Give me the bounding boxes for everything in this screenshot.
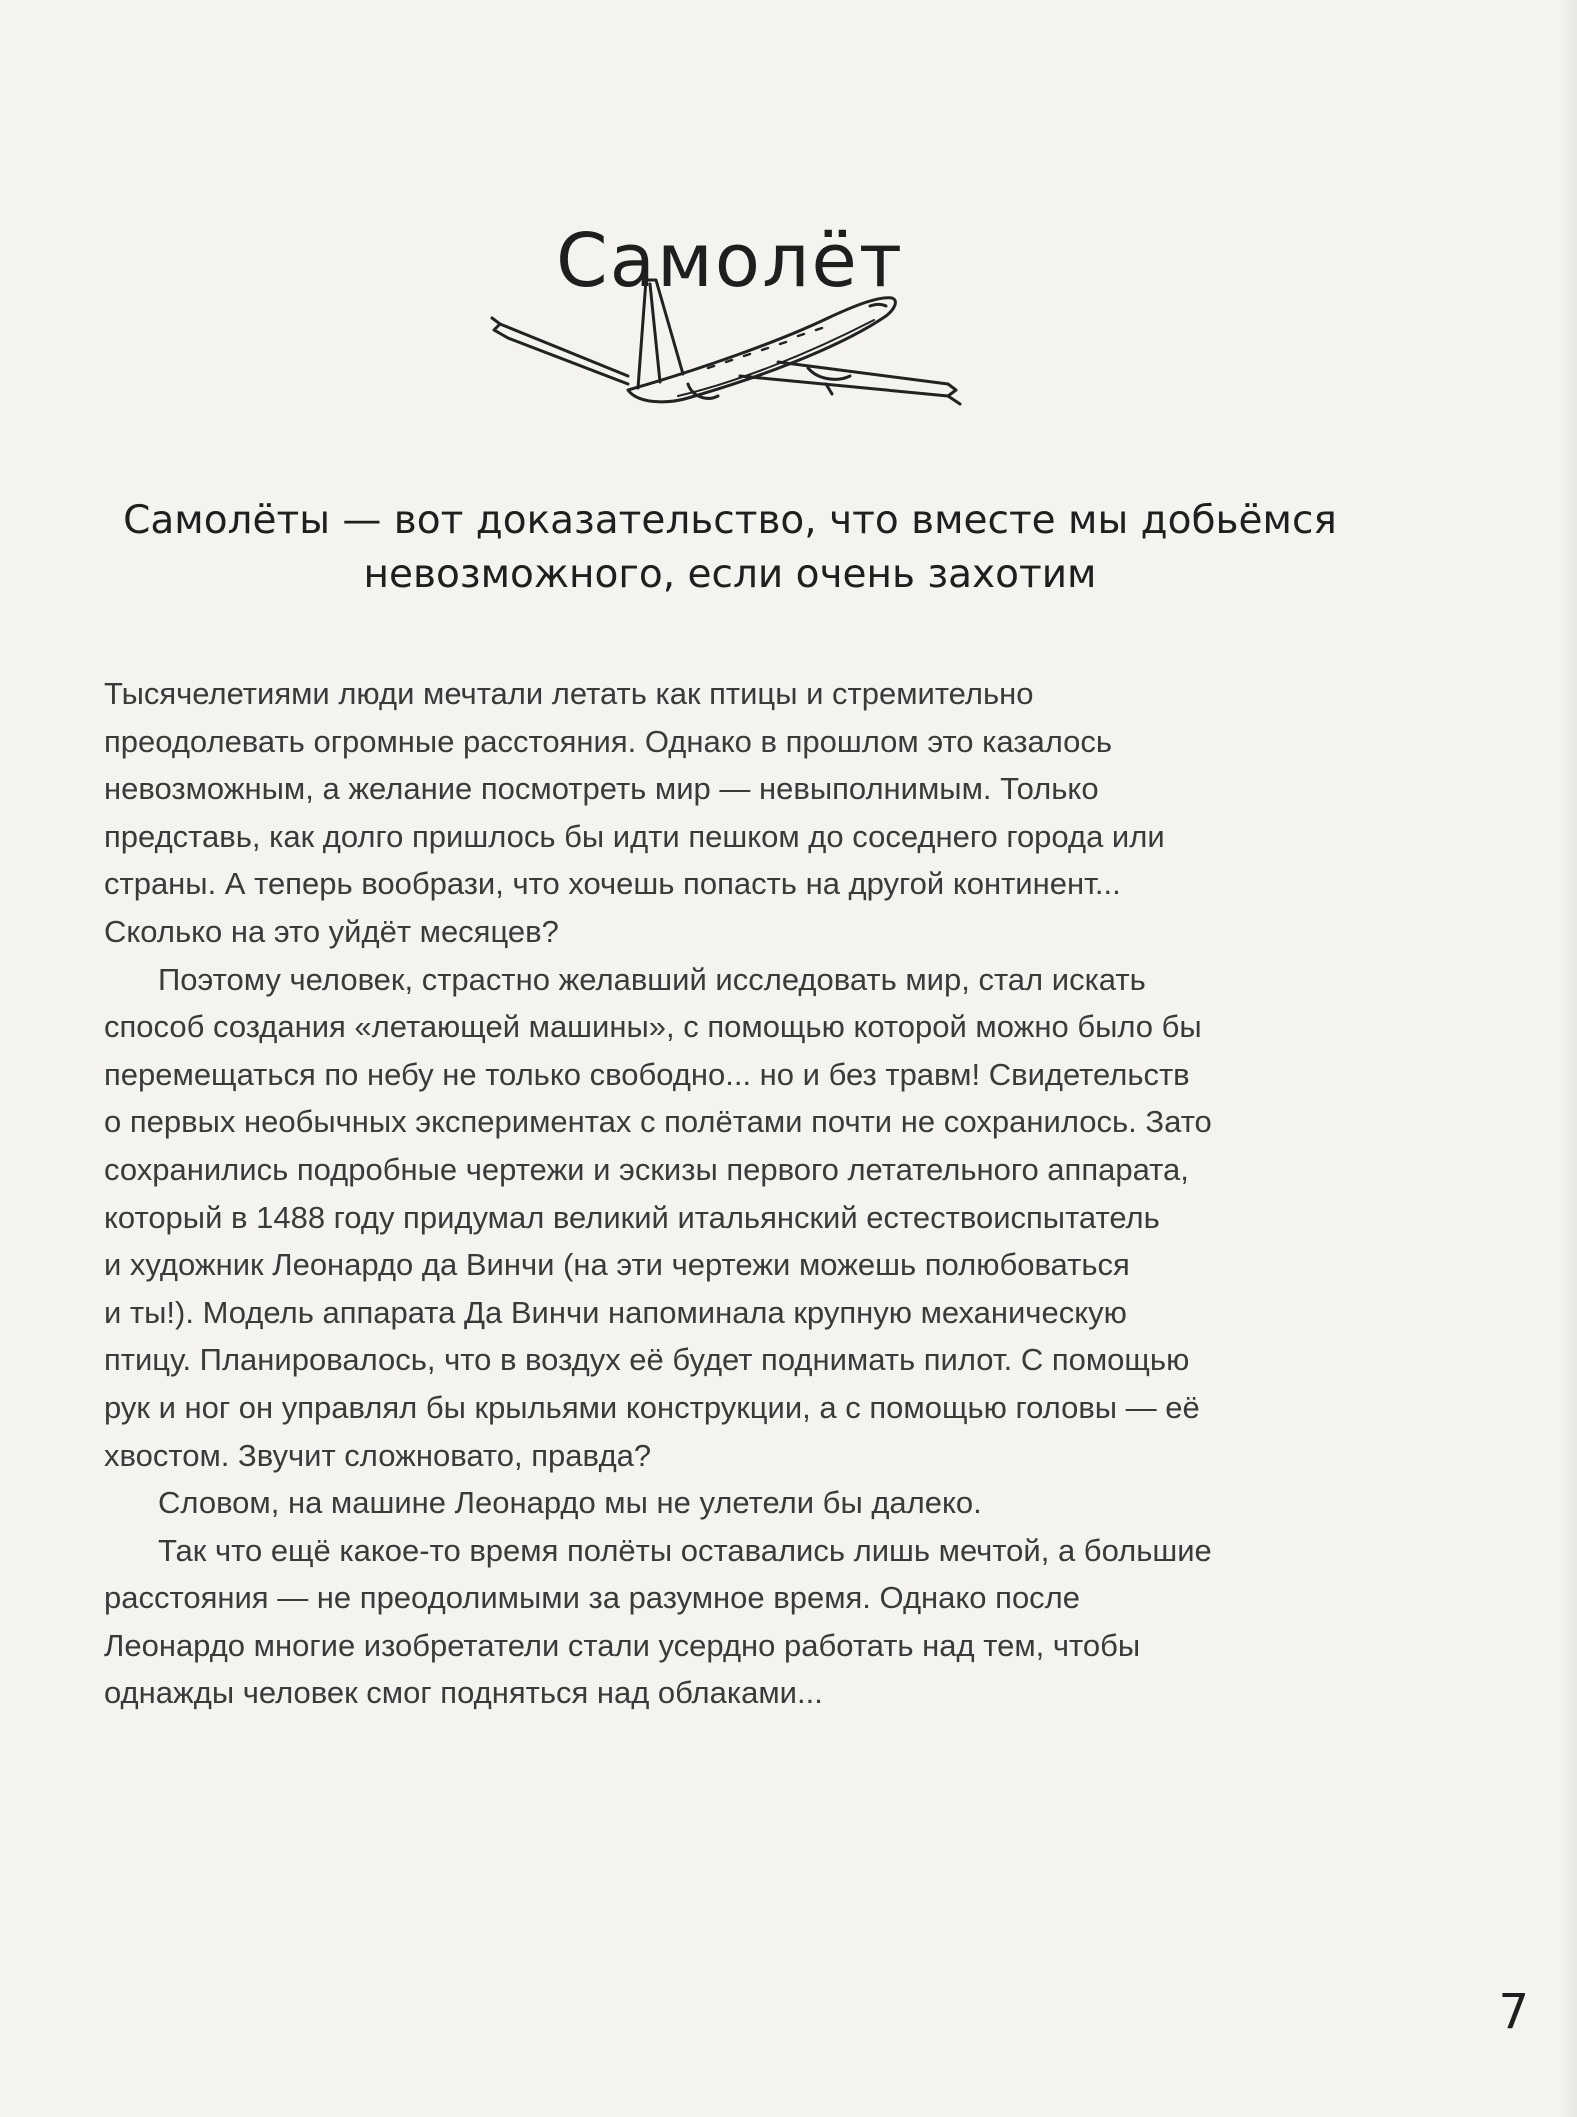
body-text <box>104 670 1374 1717</box>
body-line: Поэтому человек, страстно желавший исследовать мир, стал искать <box>158 961 1146 997</box>
subtitle-line: Самолёты — вот доказательство, что вместе мы добьёмся <box>123 498 1337 543</box>
body-line: однажды человек смог подняться над облаками... <box>104 1675 823 1711</box>
body-line: Словом, на машине Леонардо мы не улетели бы далеко. <box>158 1485 982 1521</box>
body-line: рук и ног он управлял бы крыльями конструкции, а с помощью головы — её <box>104 1389 1200 1425</box>
body-line: перемещаться по небу не только свободно... но и без травм! Свидетельств <box>104 1056 1190 1092</box>
body-line: Тысячелетиями люди мечтали летать как птицы и стремительно <box>104 676 1034 711</box>
body-line: сохранились подробные чертежи и эскизы первого летательного аппарата, <box>104 1151 1189 1187</box>
body-line: хвостом. Звучит сложновато, правда? <box>104 1437 652 1473</box>
body-line: Так что ещё какое-то время полёты оставались лишь мечтой, а большие <box>158 1532 1212 1568</box>
body-line: и художник Леонардо да Винчи (на эти чертежи можешь полюбоваться <box>104 1247 1130 1283</box>
body-line: невозможным, а желание посмотреть мир — невыполнимым. Только <box>104 771 1099 807</box>
body-line: о первых необычных экспериментах с полётами почти не сохранилось. Зато <box>104 1104 1212 1140</box>
page-number: 7 <box>1498 1984 1529 2040</box>
body-line: который в 1488 году придумал великий итальянский естествоиспытатель <box>104 1199 1160 1235</box>
body-line: Сколько на это уйдёт месяцев? <box>104 913 559 949</box>
subtitle-line: невозможного, если очень захотим <box>363 552 1097 597</box>
body-line: и ты!). Модель аппарата Да Винчи напоминала крупную механическую <box>104 1294 1127 1330</box>
body-line: страны. А теперь вообрази, что хочешь попасть на другой континент... <box>104 866 1121 902</box>
body-line: расстояния — не преодолимыми за разумное время. Однако после <box>104 1580 1081 1616</box>
body-line: способ создания «летающей машины», с помощью которой можно было бы <box>104 1009 1202 1045</box>
body-line: представь, как долго пришлось бы идти пешком до соседнего города или <box>104 818 1165 854</box>
body-line: преодолевать огромные расстояния. Однако в прошлом это казалось <box>104 723 1113 759</box>
page-edge-shadow <box>1559 0 1577 2117</box>
page-title: Самолёт <box>555 217 905 304</box>
page-subtitle <box>100 494 1360 602</box>
body-line: Леонардо многие изобретатели стали усердно работать над тем, чтобы <box>104 1627 1141 1663</box>
airplane-icon <box>478 272 970 422</box>
body-line: птицу. Планировалось, что в воздух её будет поднимать пилот. С помощью <box>104 1342 1190 1378</box>
